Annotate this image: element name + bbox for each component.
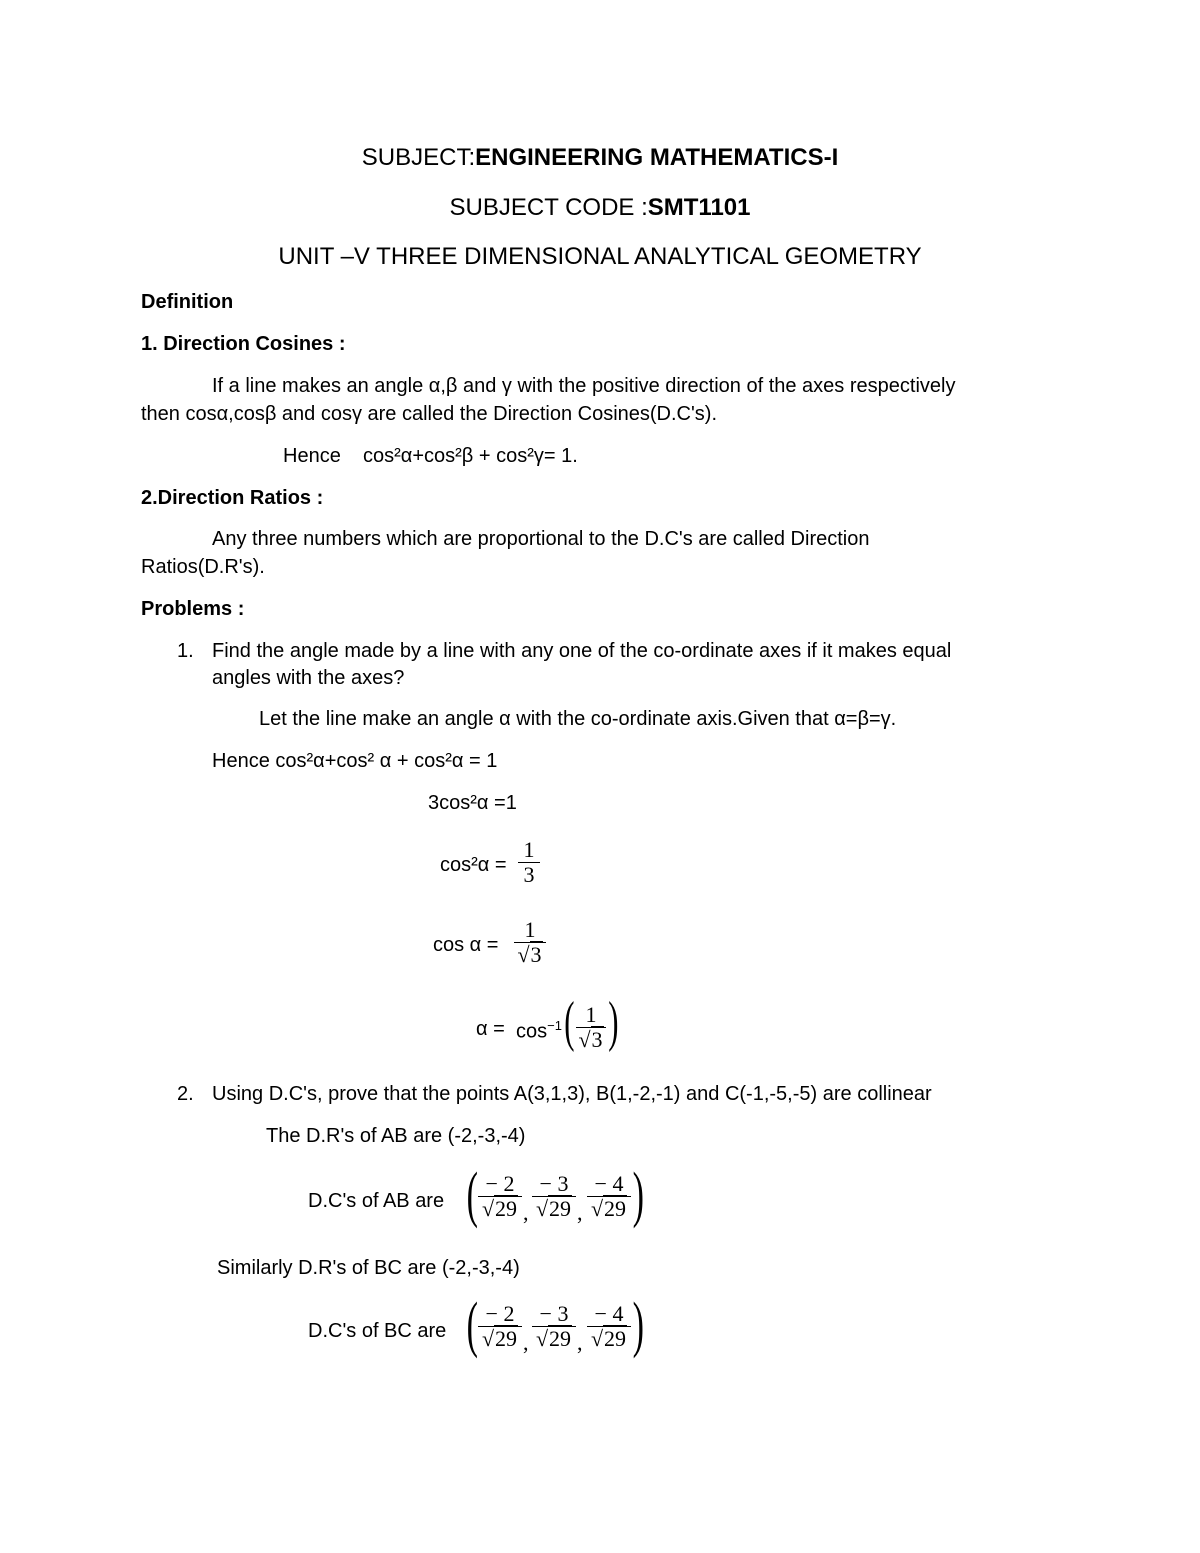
problem-1-eq5-func (516, 1018, 562, 1044)
fraction-numerator: 1 (585, 1002, 597, 1027)
dc-line-2: then cosα,cosβ and cosγ are called the Direction Cosines(D.C's). (141, 403, 718, 425)
fraction-numerator: 1 (524, 917, 536, 942)
dc-formula-prefix: Hence (283, 445, 341, 467)
dr-line-2: Ratios(D.R's). (141, 556, 265, 578)
dc-ab-x-fraction (478, 1172, 522, 1221)
square-root (591, 1197, 627, 1221)
square-root (482, 1197, 518, 1221)
problem-1-let: Let the line make an angle α with the co-ordinate axis.Given that α=β=γ. (259, 708, 897, 730)
square-root (536, 1197, 572, 1221)
radicand: 29 (495, 1326, 518, 1351)
problem-1-eq3-lhs: cos²α = (440, 854, 507, 876)
comma: , (523, 1200, 529, 1225)
dc-bc-y-fraction (532, 1302, 576, 1351)
problem-1-eq2: 3cos²α =1 (428, 792, 517, 814)
fraction-one-third (518, 838, 540, 887)
dc-bc-z-fraction (587, 1302, 631, 1351)
subject-name: ENGINEERING MATHEMATICS-I (475, 144, 839, 171)
dc-line-1: If a line makes an angle α,β and γ with the positive direction of the axes respectively (212, 375, 956, 397)
subject-prefix: SUBJECT: (361, 144, 476, 171)
code-value: SMT1101 (647, 194, 751, 221)
radicand: 29 (604, 1326, 627, 1351)
radical-sign-icon: √ (535, 1326, 549, 1351)
fraction-denominator (587, 1327, 631, 1351)
radical-sign-icon: √ (590, 1196, 604, 1221)
left-paren-icon: ( (466, 1291, 479, 1359)
radical-sign-icon: √ (578, 1027, 591, 1052)
dc-ab-z-fraction (587, 1172, 631, 1221)
radical-sign-icon: √ (517, 942, 530, 967)
problem-2-dr-ab: The D.R's of AB are (-2,-3,-4) (266, 1125, 526, 1147)
fraction-one-over-root-three (514, 918, 546, 967)
right-paren-icon: ) (632, 1291, 645, 1359)
dc-ab-y-fraction (532, 1172, 576, 1221)
problem-2-number: 2. (177, 1083, 194, 1105)
dc-formula: cos²α+cos²β + cos²γ= 1. (363, 445, 578, 467)
problem-2-dc-bc-label: D.C's of BC are (308, 1320, 447, 1342)
problem-1-line-2: angles with the axes? (212, 667, 405, 689)
dc-heading: 1. Direction Cosines : (141, 333, 346, 355)
cos-function: cos (516, 1020, 548, 1043)
radicand: 29 (549, 1196, 572, 1221)
square-root (578, 1028, 603, 1052)
problem-1-eq5-lhs: α = (476, 1018, 505, 1040)
fraction-numerator: − 3 (539, 1301, 569, 1326)
problem-1-eq1: Hence cos²α+cos² α + cos²α = 1 (212, 750, 498, 772)
fraction-numerator: 1 (523, 837, 535, 862)
left-paren-icon: ( (466, 1161, 479, 1229)
right-paren-icon: ) (632, 1161, 645, 1229)
subject-code-line (0, 194, 1200, 222)
comma: , (577, 1330, 583, 1355)
radicand: 29 (495, 1196, 518, 1221)
code-prefix: SUBJECT CODE : (449, 194, 648, 221)
fraction-denominator (478, 1197, 522, 1221)
radicand: 3 (530, 942, 542, 967)
fraction-numerator: − 2 (485, 1171, 515, 1196)
radical-sign-icon: √ (590, 1326, 604, 1351)
problem-2-dr-bc: Similarly D.R's of BC are (-2,-3,-4) (217, 1257, 520, 1279)
dr-heading: 2.Direction Ratios : (141, 487, 324, 509)
fraction-denominator (514, 943, 546, 967)
problem-1-number: 1. (177, 640, 194, 662)
fraction-denominator: 3 (523, 862, 535, 887)
comma: , (577, 1200, 583, 1225)
unit-title: UNIT –V THREE DIMENSIONAL ANALYTICAL GEOMETRY (278, 243, 922, 270)
problems-heading: Problems : (141, 598, 245, 620)
problem-2-statement: Using D.C's, prove that the points A(3,1,3), B(1,-2,-1) and C(-1,-5,-5) are collinear (212, 1083, 932, 1105)
radical-sign-icon: √ (535, 1196, 549, 1221)
fraction-denominator (576, 1028, 606, 1052)
fraction-denominator (532, 1327, 576, 1351)
radicand: 3 (591, 1027, 603, 1052)
fraction-numerator: − 3 (539, 1171, 569, 1196)
problem-1-line-1: Find the angle made by a line with any one of the co-ordinate axes if it makes equal (212, 640, 952, 662)
inverse-superscript: −1 (547, 1018, 562, 1033)
subject-line (0, 144, 1200, 172)
square-root (536, 1327, 572, 1351)
fraction-denominator (478, 1327, 522, 1351)
fraction-numerator: − 4 (594, 1301, 624, 1326)
square-root (517, 943, 542, 967)
fraction-numerator: − 2 (485, 1301, 515, 1326)
fraction-numerator: − 4 (594, 1171, 624, 1196)
definition-heading: Definition (141, 291, 234, 313)
radical-sign-icon: √ (481, 1326, 495, 1351)
fraction-denominator (532, 1197, 576, 1221)
comma: , (523, 1330, 529, 1355)
dr-line-1: Any three numbers which are proportional to the D.C's are called Direction (212, 528, 870, 550)
fraction-denominator (587, 1197, 631, 1221)
problem-2-dc-ab-label: D.C's of AB are (308, 1190, 445, 1212)
left-paren-icon: ( (564, 991, 575, 1053)
fraction-one-over-root-three-inverse (576, 1003, 606, 1052)
problem-1-eq4-lhs: cos α = (433, 934, 499, 956)
right-paren-icon: ) (608, 991, 619, 1053)
radicand: 29 (604, 1196, 627, 1221)
dc-bc-x-fraction (478, 1302, 522, 1351)
square-root (482, 1327, 518, 1351)
radicand: 29 (549, 1326, 572, 1351)
square-root (591, 1327, 627, 1351)
radical-sign-icon: √ (481, 1196, 495, 1221)
